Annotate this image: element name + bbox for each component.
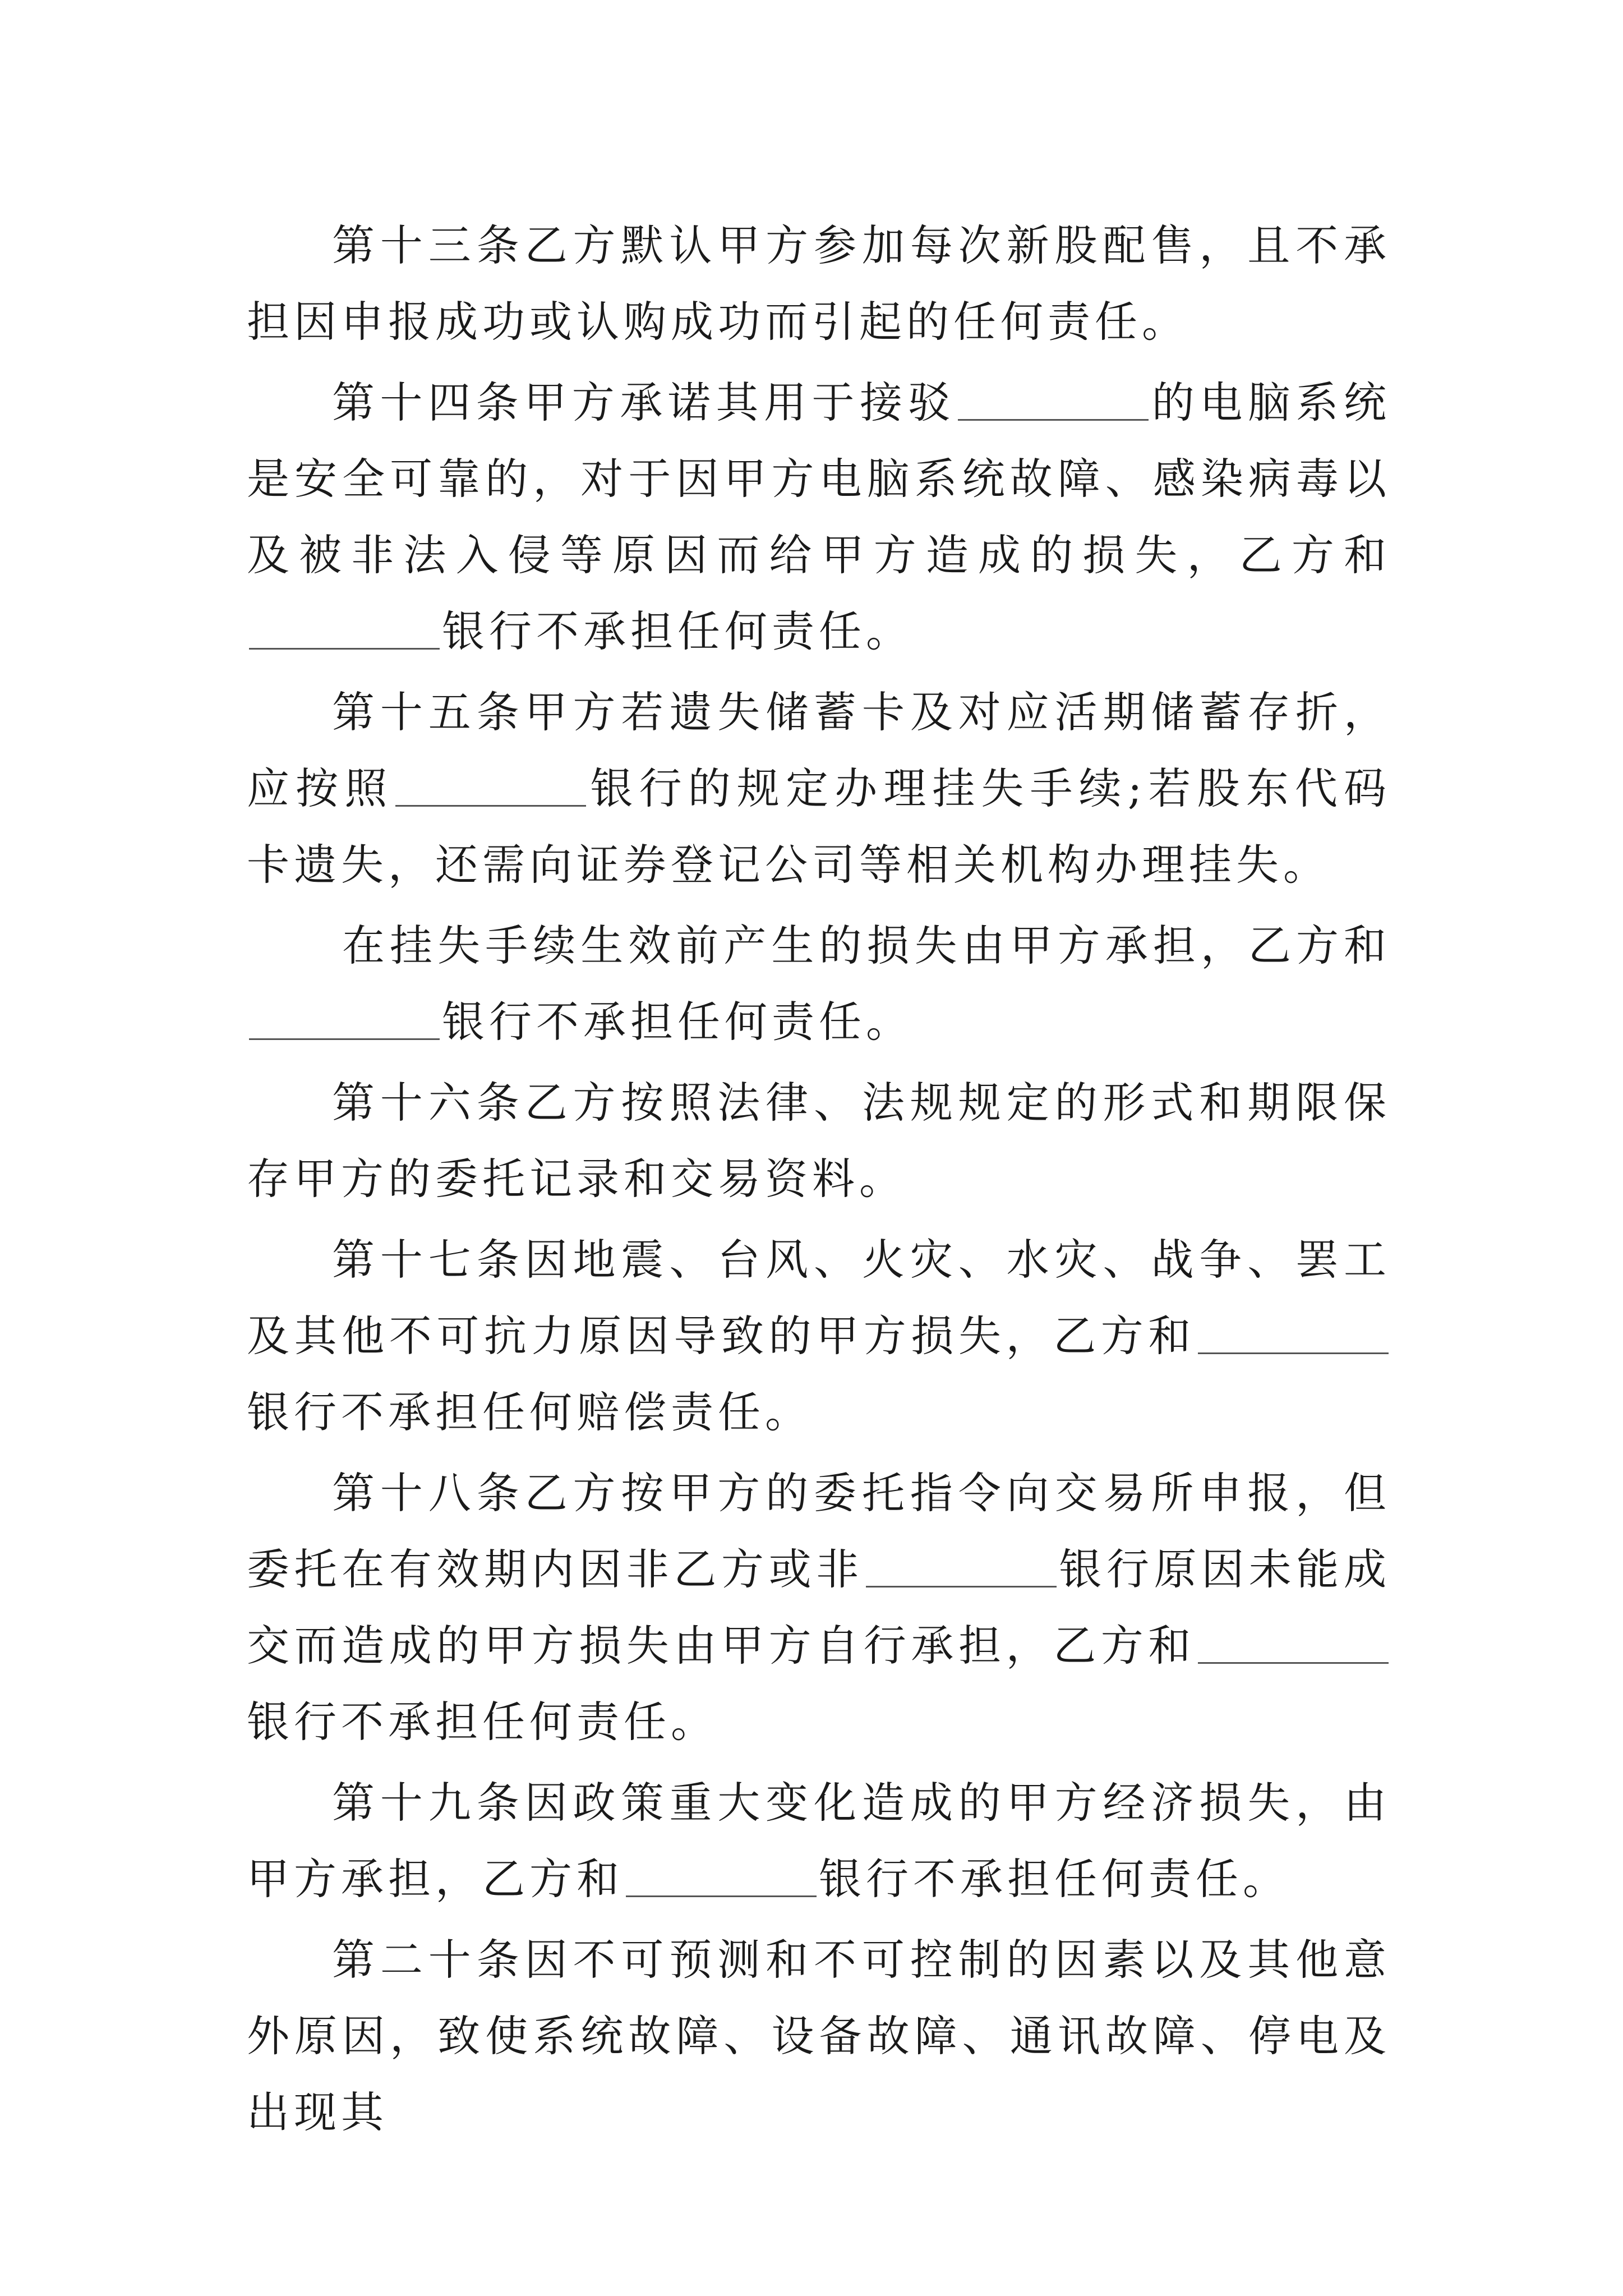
fill-in-blank — [395, 766, 586, 807]
fill-in-blank — [249, 999, 440, 1040]
clause-paragraph-p16 — [247, 1065, 1391, 1217]
clause-text: 第十四条甲方承诺其用于接驳 — [332, 378, 956, 427]
clause-paragraph-p20 — [247, 1922, 1391, 2151]
fill-in-blank — [866, 1547, 1057, 1588]
clause-text: 第二十条因不可预测和不可控制的因素以及其他意外原因，致使系统故障、设备故障、通讯故障、停电及出现其 — [247, 1935, 1391, 2137]
clause-text: 的电脑系统是安全可靠的，对于因甲方电脑系统故障、感染病毒以及被非法入侵等原因而给甲方造成的损失，乙方和 — [247, 378, 1391, 580]
clause-text: 在挂失手续生效前产生的损失由甲方承担，乙方和 — [342, 921, 1391, 970]
fill-in-blank — [1198, 1623, 1389, 1664]
clause-text: 第十六条乙方按照法律、法规规定的形式和期限保存甲方的委托记录和交易资料。 — [247, 1078, 1391, 1204]
clause-text: 银行不承担任何责任。 — [247, 1697, 718, 1747]
contract-text-body — [247, 208, 1391, 2155]
clause-text: 银行不承担任何赔偿责任。 — [247, 1387, 812, 1437]
clause-text: 第十三条乙方默认甲方参加每次新股配售，且不承担因申报成功或认购成功而引起的任何责任。 — [247, 220, 1391, 347]
clause-text: 银行原因未能成交而造成的甲方损失由甲方自行承担，乙方和 — [247, 1544, 1391, 1671]
clause-paragraph-p13 — [247, 208, 1391, 360]
clause-paragraph-p18 — [247, 1455, 1391, 1760]
clause-paragraph-p15b — [247, 908, 1391, 1060]
clause-text: 第十七条因地震、台风、火灾、水灾、战争、罢工及其他不可抗力原因导致的甲方损失，乙方和 — [247, 1235, 1391, 1361]
clause-paragraph-p14 — [247, 365, 1391, 670]
clause-text: 银行不承担任何责任。 — [442, 997, 913, 1047]
fill-in-blank — [249, 609, 440, 650]
clause-paragraph-p17 — [247, 1222, 1391, 1451]
clause-paragraph-p15 — [247, 674, 1391, 903]
fill-in-blank — [1198, 1313, 1389, 1354]
clause-text: 第十五条甲方若遗失储蓄卡及对应活期储蓄存折，应按照 — [247, 687, 1391, 813]
clause-text: 第十八条乙方按甲方的委托指令向交易所申报，但委托在有效期内因非乙方或非 — [247, 1468, 1391, 1594]
fill-in-blank — [958, 380, 1149, 421]
clause-text: 银行不承担任何责任。 — [819, 1854, 1290, 1904]
clause-paragraph-p19 — [247, 1765, 1391, 1917]
fill-in-blank — [626, 1856, 817, 1897]
clause-text: 银行的规定办理挂失手续;若股东代码卡遗失，还需向证券登记公司等相关机构办理挂失。 — [247, 763, 1391, 890]
clause-text: 第十九条因政策重大变化造成的甲方经济损失，由甲方承担，乙方和 — [247, 1778, 1391, 1904]
clause-text: 银行不承担任何责任。 — [442, 606, 913, 656]
